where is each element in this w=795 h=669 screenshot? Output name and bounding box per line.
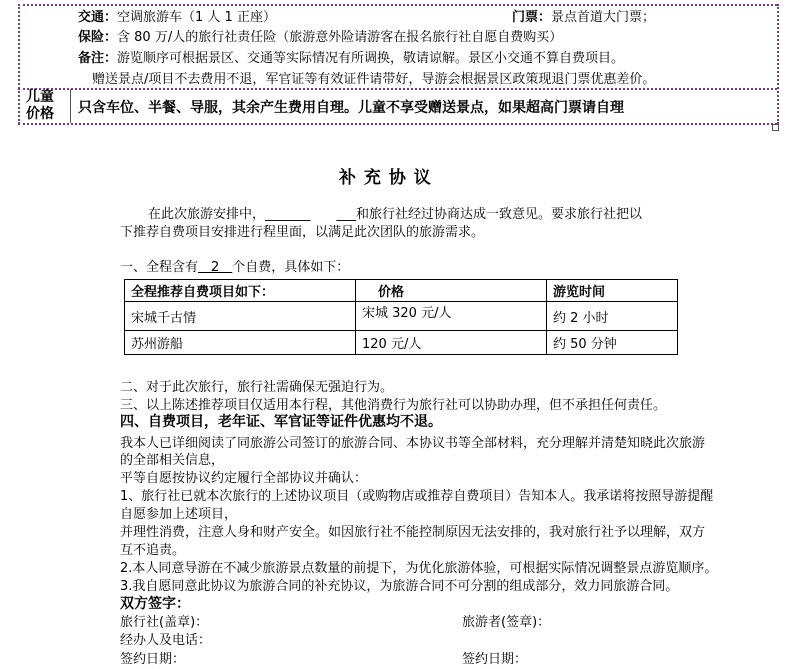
handler-label: 经办人及电话：	[120, 633, 212, 648]
agreement-title: 补 充 协 议	[339, 168, 432, 188]
note-value: 游览顺序可根据景区、交通等实际情况有所调换，敬请谅解。景区小交通不算自费项目。	[117, 51, 625, 66]
clause-2: 2.本人同意导游在不减少旅游景点数量的前提下，为优化旅游体验，可根据实际情况调整景点游览顺序。	[120, 561, 718, 576]
ticket-row	[512, 6, 655, 25]
table-header-row	[125, 280, 678, 302]
para-2: 平等自愿按协议约定履行全部协议并确认：	[120, 471, 368, 486]
agency-sign-label: 旅行社(盖章)：	[120, 615, 209, 630]
insurance-value: 含 80 万/人的旅行社责任险（旅游意外险请游客在报名旅行社自愿自费购买）	[117, 30, 563, 45]
self-pay-items-table	[124, 279, 678, 355]
item-1-prefix: 一、全程含有	[120, 260, 199, 275]
child-label	[26, 89, 54, 123]
item-3: 三、以上陈述推荐项目仅适用本行程，其他消费行为旅行社可以协助办理，但不承担任何责任。	[120, 398, 667, 413]
resize-handle[interactable]	[772, 124, 779, 131]
para-1-line-2: 的全部相关信息，	[120, 453, 225, 468]
child-label-line2: 价格	[26, 106, 54, 122]
para-1-line-1: 我本人已详细阅读了同旅游公司签订的旅游合同、本协议书等全部材料，充分理解并清楚知晓此次旅游	[120, 436, 706, 451]
table-row	[125, 331, 678, 355]
child-label-line1: 儿童	[26, 89, 54, 105]
row-duration: 约 2 小时	[547, 302, 678, 331]
clause-1-line-1: 1、旅行社已就本次旅行的上述协议项目（或购物店或推荐自费项目）告知本人。我承诺将按照导游提醒	[120, 489, 714, 504]
header-duration: 游览时间	[547, 280, 678, 302]
row-item-name: 宋城千古情	[125, 302, 356, 331]
ticket-value: 景点首道大门票；	[551, 10, 656, 25]
intro-line-1: 在此次旅游安排中，_______ ___和旅行社经过协商达成一致意见。要求旅行社把以	[148, 207, 643, 222]
child-price-value: 只含车位、半餐、导服，其余产生费用自理。儿童不享受赠送景点，如果超高门票请自理	[78, 100, 624, 116]
clause-1-line-4: 互不追责。	[120, 543, 186, 558]
table-row	[125, 302, 678, 331]
clause-3: 3.我自愿同意此协议为旅游合同的补充协议，为旅游合同不可分割的组成部分，效力同旅游合同。	[120, 579, 679, 594]
item-1-suffix: 个自费，具体如下：	[232, 260, 350, 275]
tourist-sign-label: 旅游者(签章)：	[462, 615, 551, 630]
child-cell-divider	[70, 89, 71, 123]
item-1	[120, 256, 349, 275]
header-item: 全程推荐自费项目如下：	[125, 280, 356, 302]
transport-label: 交通：	[78, 10, 118, 25]
item-1-count: 2	[198, 260, 233, 275]
item-4: 四、自费项目，老年证、军官证等证件优惠均不退。	[120, 414, 442, 430]
box-bottom-border	[18, 123, 777, 125]
note-label: 备注：	[78, 51, 118, 66]
intro-line-2: 下推荐自费项目安排进行程里面，以满足此次团队的旅游需求。	[120, 225, 485, 240]
date-left-label: 签约日期：	[120, 652, 186, 667]
row-price: 120 元/人	[356, 331, 547, 355]
transport-value: 空调旅游车（1 人 1 正座）	[117, 10, 276, 25]
item-2: 二、对于此次旅行，旅行社需确保无强迫行为。	[120, 380, 394, 395]
date-right-label: 签约日期：	[462, 652, 528, 667]
row-item-name: 苏州游船	[125, 331, 356, 355]
sign-heading: 双方签字：	[120, 596, 190, 612]
header-price: 价格	[356, 280, 547, 302]
insurance-label: 保险：	[78, 30, 118, 45]
clause-1-line-3: 并理性消费，注意人身和财产安全。如因旅行社不能控制原因无法安排的，我对旅行社予以理解，双方	[120, 525, 706, 540]
box-mid-border	[18, 88, 777, 90]
insurance-row	[78, 26, 562, 45]
transport-row	[78, 6, 276, 25]
row-duration: 约 50 分钟	[547, 331, 678, 355]
note-row	[78, 47, 624, 66]
note-line-2: 赠送景点/项目不去费用不退，军官证等有效证件请带好，导游会根据景区政策现退门票优惠差价。	[92, 72, 656, 87]
row-price: 宋城 320 元/人	[356, 302, 547, 331]
ticket-label: 门票：	[512, 10, 552, 25]
clause-1-line-2: 自愿参加上述项目，	[120, 507, 238, 522]
